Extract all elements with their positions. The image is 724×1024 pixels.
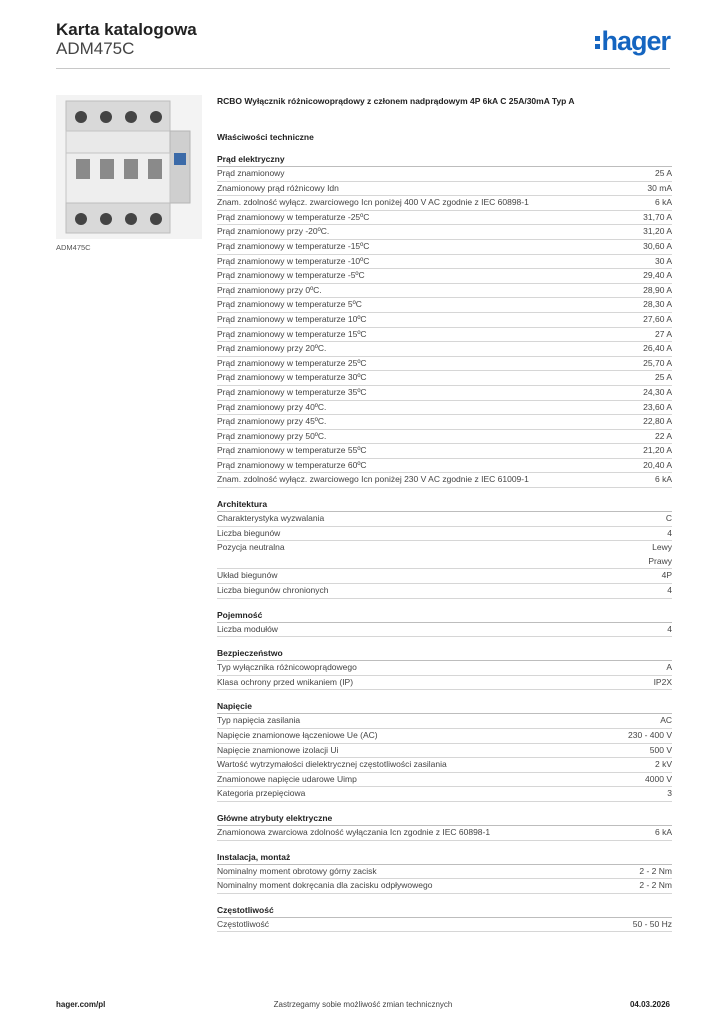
spec-value: 2 - 2 Nm — [639, 865, 672, 876]
header-divider — [56, 68, 670, 69]
spec-label: Liczba biegunów — [217, 527, 281, 538]
spec-label: Prąd znamionowy w temperaturze 10ºC — [217, 313, 367, 324]
spec-label: Prąd znamionowy w temperaturze 15ºC — [217, 328, 367, 339]
spec-row — [217, 918, 672, 933]
spec-value: 28,90 A — [643, 284, 672, 295]
product-name: RCBO Wyłącznik różnicowoprądowy z członem nadprądowym 4P 6kA C 25A/30mA Typ A — [217, 96, 575, 106]
spec-section — [217, 851, 672, 894]
spec-value: 6 kA — [654, 474, 672, 485]
spec-section — [217, 700, 672, 802]
page-title: Karta katalogowa — [56, 20, 197, 39]
spec-label: Napięcie znamionowe łączeniowe Ue (AC) — [217, 730, 378, 740]
spec-label: Liczba biegunów chronionych — [217, 585, 329, 596]
product-code: ADM475C — [56, 39, 135, 58]
spec-label: Liczba modułów — [217, 623, 278, 634]
spec-value: A — [666, 662, 672, 673]
section-title: Instalacja, montaż — [217, 851, 672, 865]
section-title: Częstotliwość — [217, 904, 672, 918]
spec-value: 4 — [667, 527, 672, 538]
spec-row — [217, 541, 672, 569]
spec-row — [217, 773, 672, 788]
section-title: Architektura — [217, 498, 672, 512]
spec-value: 4 — [667, 623, 672, 634]
spec-row — [217, 865, 672, 880]
spec-value: 28,30 A — [643, 299, 672, 310]
spec-label: Znamionowa zwarciowa zdolność wyłączania Icn zgodnie z IEC 60898-1 — [217, 826, 491, 837]
spec-content — [217, 95, 672, 942]
spec-row — [217, 714, 672, 729]
spec-label: Wartość wytrzymałości dielektrycznej częstotliwości zasilania — [217, 759, 447, 770]
spec-row — [217, 401, 672, 416]
spec-value: 2 - 2 Nm — [639, 880, 672, 891]
section-title: Bezpieczeństwo — [217, 647, 672, 661]
spec-label: Nominalny moment dokręcania dla zacisku odpływowego — [217, 880, 433, 891]
spec-section — [217, 904, 672, 933]
spec-label: Znam. zdolność wyłącz. zwarciowego Icn poniżej 230 V AC zgodnie z IEC 61009-1 — [217, 474, 529, 485]
footer-notice: Zastrzegamy sobie możliwość zmian technicznych — [273, 1000, 453, 1009]
spec-row — [217, 569, 672, 584]
spec-label: Kategoria przepięciowa — [217, 788, 306, 799]
spec-value: 6 kA — [654, 826, 672, 837]
spec-value: AC — [660, 715, 672, 726]
spec-label: Prąd znamionowy — [217, 168, 285, 178]
spec-value: IP2X — [653, 676, 672, 687]
spec-value: 26,40 A — [643, 343, 672, 354]
spec-row — [217, 371, 672, 386]
spec-label: Prąd znamionowy w temperaturze -15ºC — [217, 240, 370, 251]
circuit-breaker-illustration — [56, 95, 202, 239]
spec-value: 2 kV — [654, 759, 672, 770]
spec-label: Prąd znamionowy przy 45ºC. — [217, 416, 327, 427]
footer-date: 04.03.2026 — [629, 1000, 670, 1009]
spec-row — [217, 269, 672, 284]
spec-row — [217, 255, 672, 270]
spec-row — [217, 357, 672, 372]
spec-section — [217, 498, 672, 599]
spec-value: Lewy Prawy — [648, 542, 672, 566]
spec-value: 29,40 A — [643, 270, 672, 281]
logo-text: hager — [601, 26, 670, 56]
spec-label: Prąd znamionowy w temperaturze 35ºC — [217, 386, 367, 397]
spec-section — [217, 812, 672, 841]
logo-dots-icon — [595, 33, 600, 52]
spec-value: 25,70 A — [643, 357, 672, 368]
spec-row — [217, 744, 672, 759]
section-title: Napięcie — [217, 700, 672, 714]
spec-row — [217, 527, 672, 542]
spec-label: Prąd znamionowy przy 0ºC. — [217, 284, 322, 295]
spec-row — [217, 430, 672, 445]
spec-value: 25 A — [654, 168, 672, 178]
spec-row — [217, 512, 672, 527]
spec-label: Typ wyłącznika różnicowoprądowego — [217, 662, 357, 673]
spec-row — [217, 787, 672, 802]
spec-section — [217, 153, 672, 488]
spec-row — [217, 879, 672, 894]
spec-row — [217, 328, 672, 343]
spec-row — [217, 729, 672, 744]
spec-row — [217, 444, 672, 459]
spec-value: 50 - 50 Hz — [632, 918, 672, 929]
spec-value: 4 — [667, 585, 672, 596]
spec-value: 22,80 A — [643, 416, 672, 427]
spec-row — [217, 584, 672, 599]
spec-row — [217, 225, 672, 240]
spec-value: 27 A — [654, 328, 672, 339]
product-image — [56, 95, 202, 239]
spec-label: Pozycja neutralna — [217, 542, 285, 553]
spec-label: Prąd znamionowy przy 20ºC. — [217, 343, 327, 354]
spec-row — [217, 167, 672, 182]
spec-value: 30,60 A — [643, 240, 672, 251]
spec-label: Częstotliwość — [217, 918, 269, 929]
spec-row — [217, 459, 672, 474]
spec-label: Klasa ochrony przed wnikaniem (IP) — [217, 676, 354, 687]
spec-label: Znamionowy prąd różnicowy Idn — [217, 182, 339, 193]
spec-label: Napięcie znamionowe izolacji Ui — [217, 744, 339, 755]
spec-row — [217, 415, 672, 430]
spec-value: 4000 V — [645, 773, 672, 784]
footer-website-link[interactable]: hager.com/pl — [56, 1000, 106, 1009]
spec-value: 30 A — [654, 255, 672, 266]
spec-value: 22 A — [654, 430, 672, 441]
spec-value: 500 V — [649, 744, 672, 755]
spec-value: 230 - 400 V — [628, 730, 672, 740]
properties-title: Właściwości techniczne — [217, 132, 314, 142]
spec-value: 31,70 A — [643, 211, 672, 222]
spec-value: 24,30 A — [643, 386, 672, 397]
spec-label: Prąd znamionowy w temperaturze -5ºC — [217, 270, 365, 281]
spec-section — [217, 647, 672, 690]
spec-label: Układ biegunów — [217, 570, 278, 581]
spec-label: Znamionowe napięcie udarowe Uimp — [217, 773, 357, 784]
spec-label: Prąd znamionowy w temperaturze -10ºC — [217, 255, 370, 266]
spec-row — [217, 298, 672, 313]
spec-label: Prąd znamionowy przy 50ºC. — [217, 430, 327, 441]
spec-value: 27,60 A — [643, 313, 672, 324]
section-title: Główne atrybuty elektryczne — [217, 812, 672, 826]
spec-row — [217, 313, 672, 328]
spec-value: 6 kA — [654, 197, 672, 208]
spec-row — [217, 676, 672, 691]
spec-label: Prąd znamionowy w temperaturze 30ºC — [217, 372, 367, 383]
spec-value: 31,20 A — [643, 226, 672, 237]
image-caption: ADM475C — [56, 243, 91, 252]
spec-row — [217, 826, 672, 841]
spec-row — [217, 386, 672, 401]
spec-label: Prąd znamionowy w temperaturze 55ºC — [217, 445, 367, 456]
spec-value: C — [665, 513, 672, 524]
spec-label: Prąd znamionowy w temperaturze 25ºC — [217, 357, 367, 368]
spec-row — [217, 758, 672, 773]
spec-value: 30 mA — [647, 182, 672, 193]
spec-label: Prąd znamionowy przy -20ºC. — [217, 226, 330, 237]
spec-row — [217, 211, 672, 226]
spec-value: 25 A — [654, 372, 672, 383]
spec-sections — [217, 153, 672, 932]
spec-section — [217, 609, 672, 638]
spec-label: Prąd znamionowy w temperaturze 60ºC — [217, 459, 367, 470]
spec-label: Typ napięcia zasilania — [217, 715, 301, 726]
spec-value: 20,40 A — [643, 459, 672, 470]
hager-logo — [595, 26, 670, 57]
spec-value: 21,20 A — [643, 445, 672, 456]
spec-label: Charakterystyka wyzwalania — [217, 513, 325, 524]
spec-label: Prąd znamionowy przy 40ºC. — [217, 401, 327, 412]
spec-value: 23,60 A — [643, 401, 672, 412]
spec-row — [217, 342, 672, 357]
spec-value: 4P — [661, 570, 672, 581]
spec-label: Znam. zdolność wyłącz. zwarciowego Icn poniżej 400 V AC zgodnie z IEC 60898-1 — [217, 197, 529, 208]
spec-row — [217, 661, 672, 676]
spec-row — [217, 196, 672, 211]
spec-row — [217, 240, 672, 255]
spec-row — [217, 473, 672, 488]
section-title: Prąd elektryczny — [217, 153, 672, 167]
spec-label: Prąd znamionowy w temperaturze 5ºC — [217, 299, 362, 310]
spec-row — [217, 182, 672, 197]
spec-value: 3 — [667, 788, 672, 799]
spec-label: Prąd znamionowy w temperaturze -25ºC — [217, 211, 370, 222]
spec-label: Nominalny moment obrotowy górny zacisk — [217, 865, 377, 876]
spec-row — [217, 623, 672, 638]
spec-row — [217, 284, 672, 299]
section-title: Pojemność — [217, 609, 672, 623]
